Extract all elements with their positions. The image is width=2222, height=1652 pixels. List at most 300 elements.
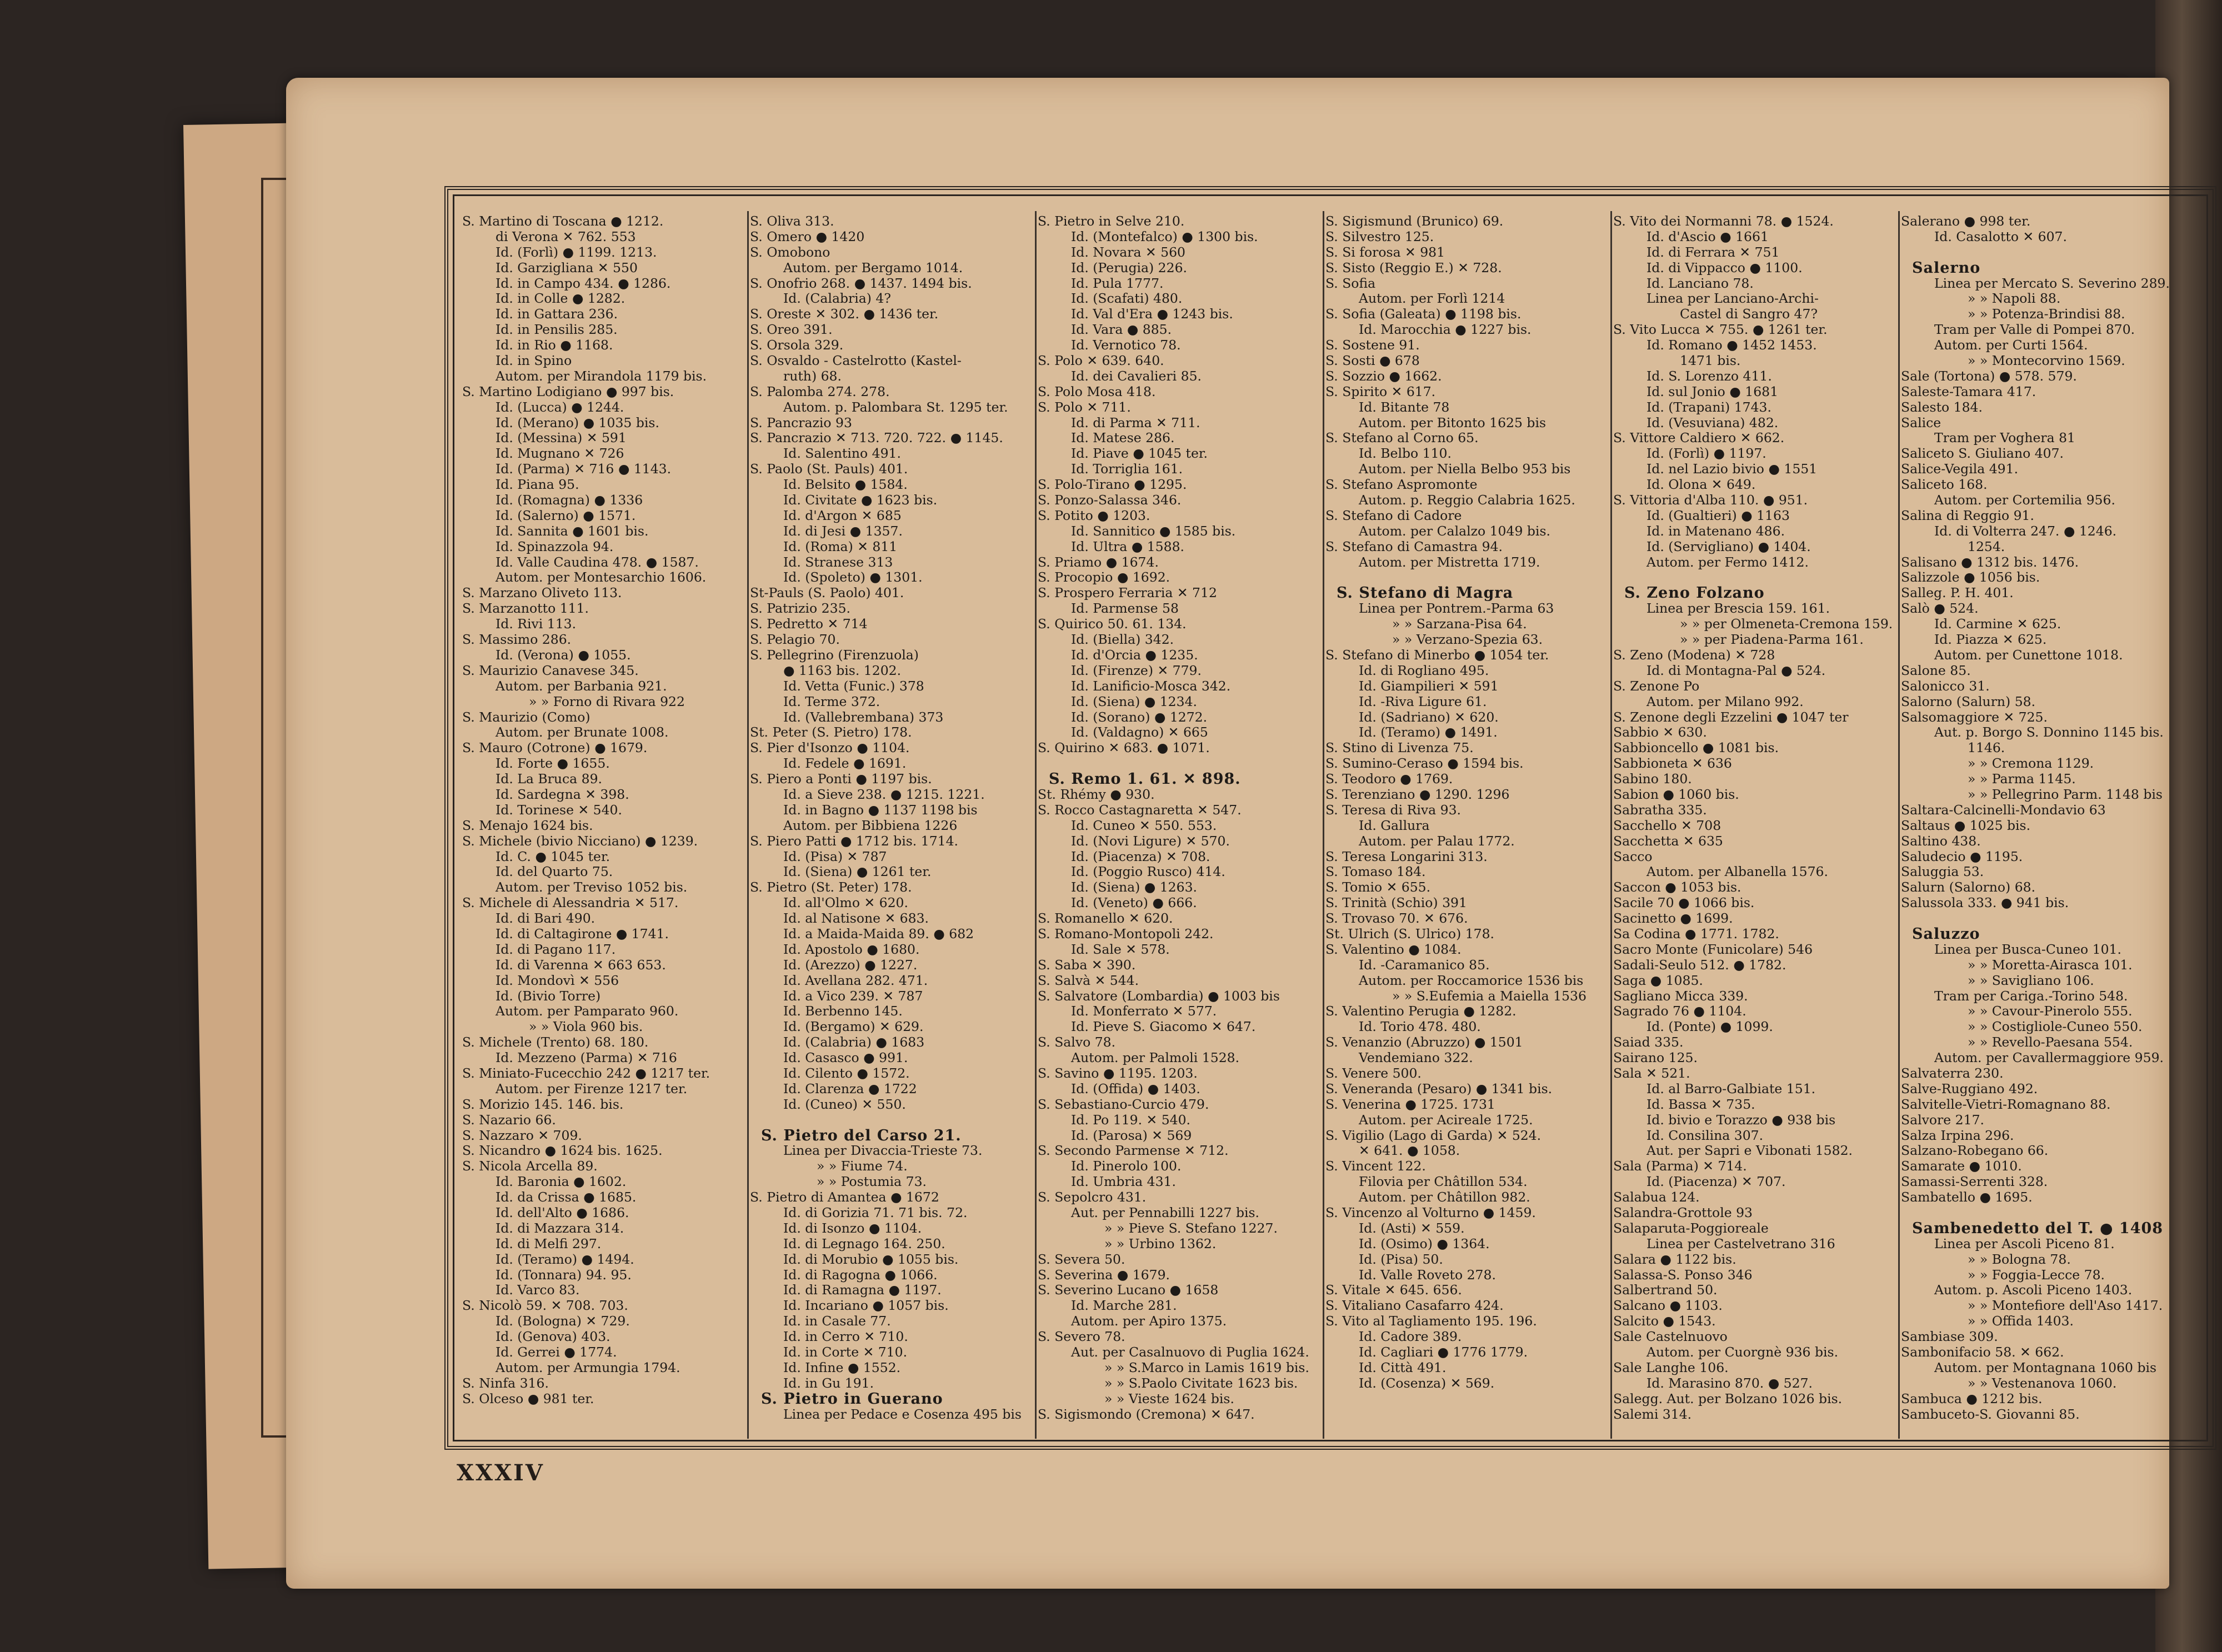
index-entry: Id. (Cuneo) ✕ 550. — [783, 1096, 906, 1112]
index-entry: S. Sozzio ● 1662. — [1325, 368, 1442, 384]
index-entry: Id. da Crissa ● 1685. — [496, 1189, 637, 1205]
index-entry: Id. (Biella) 342. — [1071, 632, 1174, 648]
index-entry: S. Ninfa 316. — [462, 1375, 549, 1391]
index-entry: St. Peter (S. Pietro) 178. — [750, 724, 912, 740]
index-entry: Id. (Trapani) 1743. — [1647, 399, 1771, 415]
index-entry: Id. di Ramagna ● 1197. — [783, 1282, 942, 1298]
index-entry: Id. di Volterra 247. ● 1246. — [1934, 523, 2117, 539]
index-entry: Saga ● 1085. — [1613, 972, 1703, 988]
index-entry: Id. Berbenno 145. — [783, 1003, 903, 1019]
index-entry: Salesto 184. — [1901, 399, 1983, 415]
index-entry: ruth) 68. — [783, 368, 842, 384]
index-entry: Id. Val d'Era ● 1243 bis. — [1071, 306, 1233, 322]
index-entry: S. Veneranda (Pesaro) ● 1341 bis. — [1325, 1080, 1553, 1097]
index-entry: Salabua 124. — [1613, 1189, 1700, 1205]
index-entry: Id. Cuneo ✕ 550. 553. — [1071, 817, 1217, 833]
index-entry: Id. Valle Caudina 478. ● 1587. — [496, 554, 699, 570]
index-entry: S. Vincent 122. — [1325, 1158, 1426, 1174]
index-entry: S. Pancrazio 93 — [750, 414, 852, 430]
index-entry: Sabratha 335. — [1613, 802, 1707, 818]
index-entry: Autom. per Brunate 1008. — [496, 724, 669, 740]
index-entry: » » Potenza-Brindisi 88. — [1968, 306, 2125, 322]
index-entry: Autom. per Niella Belbo 953 bis — [1359, 461, 1571, 477]
index-entry: S. Michele di Alessandria ✕ 517. — [462, 895, 679, 911]
index-entry: Sambiase 309. — [1901, 1329, 1998, 1345]
index-entry: S. Maurizio (Como) — [462, 709, 590, 725]
index-entry: S. Onofrio 268. ● 1437. 1494 bis. — [750, 275, 972, 291]
index-entry: Salemi 314. — [1613, 1406, 1692, 1422]
index-entry: St. Ulrich (S. Ulrico) 178. — [1325, 925, 1495, 942]
index-entry: Autom. p. Reggio Calabria 1625. — [1359, 492, 1575, 508]
index-entry: Id. di Gorizia 71. 71 bis. 72. — [783, 1205, 968, 1220]
index-entry: S. Vito dei Normanni 78. ● 1524. — [1613, 214, 1834, 229]
index-entry: S. Sofia (Galeata) ● 1198 bis. — [1325, 306, 1522, 322]
index-entry: Id. in Gattara 236. — [496, 306, 618, 322]
index-entry: Saludecio ● 1195. — [1901, 848, 2023, 864]
index-entry: Salerano ● 998 ter. — [1901, 214, 2031, 229]
index-entry: S. Remo 1. 61. ✕ 898. — [1049, 770, 1241, 788]
index-entry: Saltino 438. — [1901, 833, 1981, 849]
index-entry: » » Bologna 78. — [1968, 1251, 2071, 1267]
index-entry: 1146. — [1968, 740, 2005, 756]
index-entry: Autom. per Bergamo 1014. — [783, 259, 963, 276]
index-entry: Id. di Caltagirone ● 1741. — [496, 925, 669, 942]
index-entry: Id. (Ponte) ● 1099. — [1647, 1019, 1773, 1035]
index-entry: Id. Carmine ✕ 625. — [1934, 616, 2061, 632]
index-entry: Id. in Casale 77. — [783, 1313, 891, 1329]
index-entry: S. Severo 78. — [1038, 1329, 1125, 1345]
index-entry: Id. Torio 478. 480. — [1359, 1019, 1481, 1035]
index-entry: Autom. per Mistretta 1719. — [1359, 554, 1540, 570]
index-entry: Id. in Pensilis 285. — [496, 322, 618, 338]
index-entry: Id. Rivi 113. — [496, 616, 577, 632]
index-entry: Id. d'Orcia ● 1235. — [1071, 647, 1198, 663]
index-entry: Id. (Verona) ● 1055. — [496, 647, 631, 663]
index-entry: S. Vittore Caldiero ✕ 662. — [1613, 430, 1785, 446]
index-entry: Id. (Pisa) ✕ 787 — [783, 848, 887, 864]
index-entry: S. Piero a Ponti ● 1197 bis. — [750, 771, 932, 787]
index-entry: Autom. per Calalzo 1049 bis. — [1359, 523, 1550, 539]
index-entry: Sambatello ● 1695. — [1901, 1189, 2033, 1205]
index-entry: Linea per Ascoli Piceno 81. — [1934, 1235, 2115, 1251]
index-entry: Vendemiano 322. — [1359, 1050, 1473, 1066]
index-entry: S. Tomaso 184. — [1325, 864, 1426, 880]
index-entry: Id. (Perugia) 226. — [1071, 259, 1187, 276]
index-entry — [1901, 1205, 2187, 1221]
index-entry: Id. Gallura — [1359, 817, 1430, 833]
index-entry: Id. Città 491. — [1359, 1359, 1447, 1375]
index-entry: Salcito ● 1543. — [1613, 1313, 1716, 1329]
index-entry: » » Cremona 1129. — [1968, 755, 2094, 772]
index-entry: » » Montecorvino 1569. — [1968, 353, 2125, 369]
index-entry: Id. Cadore 389. — [1359, 1329, 1462, 1345]
index-entry: S. Savino ● 1195. 1203. — [1038, 1065, 1198, 1081]
index-entry: Id. Vernotico 78. — [1071, 337, 1181, 353]
index-entry: Id. Umbria 431. — [1071, 1174, 1176, 1190]
index-entry: Id. dei Cavalieri 85. — [1071, 368, 1202, 384]
index-entry: Saluggia 53. — [1901, 864, 1984, 880]
index-entry: » » Vieste 1624 bis. — [1104, 1390, 1234, 1406]
index-entry: S. Zeno (Modena) ✕ 728 — [1613, 647, 1775, 663]
index-entry: Samarate ● 1010. — [1901, 1158, 2022, 1174]
index-entry: Id. (Bivio Torre) — [496, 988, 601, 1004]
index-entry: S. Quirico 50. 61. 134. — [1038, 616, 1187, 632]
index-entry: S. Priamo ● 1674. — [1038, 554, 1159, 570]
column-divider — [747, 211, 749, 1439]
index-entry: Saleste-Tamara 417. — [1901, 383, 2036, 399]
index-entry: Salurn (Salorno) 68. — [1901, 879, 2036, 895]
index-entry: Autom. per Fermo 1412. — [1647, 554, 1809, 570]
index-entry: Id. (Teramo) ● 1491. — [1359, 724, 1498, 740]
index-entry: Autom. per Acireale 1725. — [1359, 1112, 1533, 1128]
index-entry: S. Si forosa ✕ 981 — [1325, 244, 1445, 260]
index-entry: Autom. p. Palombara St. 1295 ter. — [783, 399, 1008, 415]
index-entry: Id. d'Argon ✕ 685 — [783, 507, 902, 523]
index-entry: » » Montefiore dell'Aso 1417. — [1968, 1298, 2163, 1314]
index-entry: Sabion ● 1060 bis. — [1613, 786, 1739, 802]
index-entry: Sadali-Seulo 512. ● 1782. — [1613, 957, 1786, 973]
index-column-3 — [1038, 214, 1324, 1436]
index-entry: Autom. per Roccamorice 1536 bis — [1359, 972, 1584, 988]
index-entry: Id. Casasco ● 991. — [783, 1050, 908, 1066]
index-entry: Id. Vetta (Funic.) 378 — [783, 678, 924, 694]
index-entry: Id. di Melfi 297. — [496, 1235, 602, 1251]
column-divider — [1323, 211, 1324, 1439]
index-entry: Salleg. P. H. 401. — [1901, 585, 2014, 601]
index-entry: Id. (Lucca) ● 1244. — [496, 399, 624, 415]
index-entry: Id. (Siena) ● 1263. — [1071, 879, 1197, 895]
index-entry: Salvitelle-Vietri-Romagnano 88. — [1901, 1096, 2111, 1112]
index-entry: Id. (Piacenza) ✕ 708. — [1071, 848, 1210, 864]
index-entry: S. Vitaliano Casafarro 424. — [1325, 1298, 1504, 1314]
index-entry: Id. Infine ● 1552. — [783, 1359, 901, 1375]
index-entry: » » Postumia 73. — [817, 1174, 927, 1190]
index-entry: Id. Cagliari ● 1776 1779. — [1359, 1344, 1528, 1360]
index-entry: S. Venanzio (Abruzzo) ● 1501 — [1325, 1034, 1523, 1050]
index-entry: Id. (Sadriano) ✕ 620. — [1359, 709, 1499, 725]
index-entry: S. Teresa di Riva 93. — [1325, 802, 1462, 818]
index-entry: Id. La Bruca 89. — [496, 771, 603, 787]
index-entry: Autom. per Bitonto 1625 bis — [1359, 414, 1547, 430]
index-entry: S. Omero ● 1420 — [750, 228, 865, 244]
index-entry: Filovia per Châtillon 534. — [1359, 1174, 1528, 1190]
index-entry: Id. Varco 83. — [496, 1282, 580, 1298]
index-entry: S. Silvestro 125. — [1325, 228, 1434, 244]
index-entry: » » Verzano-Spezia 63. — [1392, 632, 1543, 648]
index-entry: Id. Sale ✕ 578. — [1071, 941, 1170, 957]
index-entry: Id. sul Jonio ● 1681 — [1647, 383, 1779, 399]
index-entry: » » Revello-Paesana 554. — [1968, 1034, 2133, 1050]
index-entry: Id. Pinerolo 100. — [1071, 1158, 1182, 1174]
index-entry: S. Stefano Aspromonte — [1325, 477, 1478, 493]
index-entry: Id. Ultra ● 1588. — [1071, 538, 1184, 554]
index-entry: Id. Pieve S. Giacomo ✕ 647. — [1071, 1019, 1256, 1035]
index-entry: Autom. per Albanella 1576. — [1647, 864, 1828, 880]
index-entry: Id. Piazza ✕ 625. — [1934, 632, 2047, 648]
index-entry: Id. Salentino 491. — [783, 445, 901, 462]
index-entry: S. Nicola Arcella 89. — [462, 1158, 598, 1174]
index-entry: Sambenedetto del T. ● 1408 — [1912, 1219, 2164, 1237]
index-entry: Salizzole ● 1056 bis. — [1901, 569, 2040, 585]
index-entry: S. Pancrazio ✕ 713. 720. 722. ● 1145. — [750, 430, 1003, 446]
index-entry: Id. (Scafati) 480. — [1071, 291, 1183, 307]
index-entry: S. Polo-Tirano ● 1295. — [1038, 477, 1187, 493]
index-entry: Sagliano Micca 339. — [1613, 988, 1748, 1004]
index-entry: Salò ● 524. — [1901, 600, 1979, 617]
index-entry: Sagrado 76 ● 1104. — [1613, 1003, 1746, 1019]
index-entry: Id. (Forlì) ● 1199. 1213. — [496, 244, 657, 260]
index-entry: Id. Avellana 282. 471. — [783, 972, 928, 988]
index-entry: Id. (Vesuviana) 482. — [1647, 414, 1779, 430]
index-entry: S. Pellegrino (Firenzuola) — [750, 647, 919, 663]
index-entry: Id. -Riva Ligure 61. — [1359, 693, 1487, 709]
index-entry: Saliceto S. Giuliano 407. — [1901, 445, 2064, 462]
index-entry: S. Zenone Po — [1613, 678, 1700, 694]
index-entry: Id. Incariano ● 1057 bis. — [783, 1298, 949, 1314]
index-entry: Id. Sardegna ✕ 398. — [496, 786, 629, 802]
index-entry: Id. Po 119. ✕ 540. — [1071, 1112, 1191, 1128]
index-entry: S. Palomba 274. 278. — [750, 383, 890, 399]
index-entry: S. Severina ● 1679. — [1038, 1266, 1170, 1283]
index-entry: Id. (Calabria) ● 1683 — [783, 1034, 925, 1050]
index-entry: Id. Cilento ● 1572. — [783, 1065, 910, 1081]
index-entry: S. Sosti ● 678 — [1325, 353, 1420, 369]
index-entry: Id. (Roma) ✕ 811 — [783, 538, 898, 554]
index-entry: » » Pellegrino Parm. 1148 bis — [1968, 786, 2163, 802]
index-entry: Id. Parmense 58 — [1071, 600, 1179, 617]
index-entry: Id. Olona ✕ 649. — [1647, 477, 1756, 493]
index-entry: Id. (Calabria) 4? — [783, 291, 891, 307]
index-entry: » » per Olmeneta-Cremona 159. — [1680, 616, 1893, 632]
index-entry: Id. -Caramanico 85. — [1359, 957, 1490, 973]
index-entry: Salone 85. — [1901, 662, 1971, 678]
index-entry: S. Trovaso 70. ✕ 676. — [1325, 910, 1468, 927]
index-entry: Id. bivio e Torazzo ● 938 bis — [1647, 1112, 1836, 1128]
index-entry: Salvaterra 230. — [1901, 1065, 2004, 1081]
page-number: XXXIV — [457, 1460, 544, 1486]
index-entry: Id. a Sieve 238. ● 1215. 1221. — [783, 786, 985, 802]
index-entry: Linea per Mercato S. Severino 289. — [1934, 275, 2170, 291]
index-entry: Id. di Legnago 164. 250. — [783, 1235, 945, 1251]
index-entry: Sambonifacio 58. ✕ 662. — [1901, 1344, 2064, 1360]
index-entry: Sairano 125. — [1613, 1050, 1698, 1066]
index-entry: S. Valentino Perugia ● 1282. — [1325, 1003, 1517, 1019]
index-entry: S. Morizio 145. 146. bis. — [462, 1096, 624, 1112]
index-entry: » » Fiume 74. — [817, 1158, 908, 1174]
index-entry: » » per Piadena-Parma 161. — [1680, 632, 1864, 648]
index-entry: S. Maurizio Canavese 345. — [462, 662, 639, 678]
index-entry: Id. di Montagna-Pal ● 524. — [1647, 662, 1826, 678]
index-entry: Id. di Vippacco ● 1100. — [1647, 259, 1803, 276]
index-entry: Id. Monferrato ✕ 577. — [1071, 1003, 1217, 1019]
index-entry: Id. Mondovì ✕ 556 — [496, 972, 619, 988]
index-entry: Id. (Bologna) ✕ 729. — [496, 1313, 630, 1329]
index-entry: Id. Sannitico ● 1585 bis. — [1071, 523, 1236, 539]
index-entry: Id. Garzigliana ✕ 550 — [496, 259, 638, 276]
index-entry: Id. al Barro-Galbiate 151. — [1647, 1080, 1816, 1097]
index-entry: S. Polo Mosa 418. — [1038, 383, 1156, 399]
index-entry: Sacro Monte (Funicolare) 546 — [1613, 941, 1813, 957]
index-entry: Saltara-Calcinelli-Mondavio 63 — [1901, 802, 2106, 818]
index-entry: S. Quirino ✕ 683. ● 1071. — [1038, 740, 1210, 756]
index-entry: Autom. per Cuorgnè 936 bis. — [1647, 1344, 1839, 1360]
index-entry: S. Marzanotto 111. — [462, 600, 589, 617]
index-entry: Sala (Parma) ✕ 714. — [1613, 1158, 1747, 1174]
index-entry: Saluzzo — [1912, 925, 1980, 943]
index-entry: Id. dell'Alto ● 1686. — [496, 1205, 629, 1220]
index-entry: Salara ● 1122 bis. — [1613, 1251, 1736, 1267]
column-divider — [1898, 211, 1900, 1439]
index-entry: Saliceto 168. — [1901, 477, 1988, 493]
index-entry: » » Savigliano 106. — [1968, 972, 2094, 988]
index-column-1 — [462, 214, 748, 1436]
index-entry: Id. (Vallebrembana) 373 — [783, 709, 944, 725]
index-entry: » » Parma 1145. — [1968, 771, 2076, 787]
index-entry: Aut. per Casalnuovo di Puglia 1624. — [1071, 1344, 1309, 1360]
index-entry: Autom. per Treviso 1052 bis. — [496, 879, 688, 895]
index-entry: Id. di Pagano 117. — [496, 941, 616, 957]
index-entry: S. Terenziano ● 1290. 1296 — [1325, 786, 1510, 802]
index-column-5 — [1613, 214, 1899, 1436]
index-entry: Id. a Vico 239. ✕ 787 — [783, 988, 923, 1004]
index-entry: S. Martino di Toscana ● 1212. — [462, 214, 664, 229]
index-entry: Autom. per Cortemilia 956. — [1934, 492, 2115, 508]
index-entry: Id. Novara ✕ 560 — [1071, 244, 1185, 260]
index-entry: S. Valentino ● 1084. — [1325, 941, 1462, 957]
index-entry: S. Pietro in Guerano — [761, 1390, 943, 1408]
index-entry: Id. Fedele ● 1691. — [783, 755, 907, 772]
index-entry: Id. (Cosenza) ✕ 569. — [1359, 1375, 1495, 1391]
index-entry: Id. (Siena) ● 1261 ter. — [783, 864, 932, 880]
index-entry: Id. Valle Roveto 278. — [1359, 1266, 1496, 1283]
index-entry: Id. Apostolo ● 1680. — [783, 941, 920, 957]
index-entry: S. Piero Patti ● 1712 bis. 1714. — [750, 833, 959, 849]
index-entry: Sabino 180. — [1613, 771, 1692, 787]
index-entry: Sabbioneta ✕ 636 — [1613, 755, 1732, 772]
index-entry: S. Secondo Parmense ✕ 712. — [1038, 1143, 1229, 1159]
index-entry: S. Oreo 391. — [750, 322, 833, 338]
index-entry: Id. in Bagno ● 1137 1198 bis — [783, 802, 978, 818]
index-entry: Salzano-Robegano 66. — [1901, 1143, 2049, 1159]
index-entry: St-Pauls (S. Paolo) 401. — [750, 585, 904, 601]
index-entry: Id. al Natisone ✕ 683. — [783, 910, 929, 927]
index-entry: Id. all'Olmo ✕ 620. — [783, 895, 908, 911]
index-entry: Id. (Asti) ✕ 559. — [1359, 1220, 1465, 1236]
index-entry: Id. Lanificio-Mosca 342. — [1071, 678, 1231, 694]
index-entry — [1325, 570, 1612, 585]
index-entry: Autom. per Cavallermaggiore 959. — [1934, 1050, 2164, 1066]
index-entry: Id. nel Lazio bivio ● 1551 — [1647, 461, 1818, 477]
index-entry: Id. (Osimo) ● 1364. — [1359, 1235, 1490, 1251]
index-entry: S. Omobono — [750, 244, 830, 260]
index-entry: Id. (Spoleto) ● 1301. — [783, 569, 923, 585]
index-entry: Id. Piana 95. — [496, 477, 579, 493]
index-entry: Id. del Quarto 75. — [496, 864, 613, 880]
index-entry: Id. Marasino 870. ● 527. — [1647, 1375, 1813, 1391]
index-entry: S. Pietro del Carso 21. — [761, 1127, 962, 1144]
index-entry: S. Romano-Montopoli 242. — [1038, 925, 1214, 942]
index-entry: S. Severa 50. — [1038, 1251, 1125, 1267]
index-entry: Id. Baronia ● 1602. — [496, 1174, 627, 1190]
index-entry: Id. di Ragogna ● 1066. — [783, 1266, 938, 1283]
index-entry: S. Zenone degli Ezzelini ● 1047 ter — [1613, 709, 1849, 725]
index-entry — [1613, 570, 1899, 585]
index-entry: Id. Piave ● 1045 ter. — [1071, 445, 1208, 462]
index-entry: S. Nazario 66. — [462, 1112, 556, 1128]
index-entry: Autom. per Bibbiena 1226 — [783, 817, 958, 833]
index-entry: » » Costigliole-Cuneo 550. — [1968, 1019, 2143, 1035]
index-entry: Id. Belbo 110. — [1359, 445, 1452, 462]
index-entry: Salve-Ruggiano 492. — [1901, 1080, 2038, 1097]
index-entry: S. Vito al Tagliamento 195. 196. — [1325, 1313, 1537, 1329]
index-entry: » » Moretta-Airasca 101. — [1968, 957, 2133, 973]
index-entry: Autom. per Montesarchio 1606. — [496, 569, 707, 585]
index-entry: Autom. per Firenze 1217 ter. — [496, 1080, 688, 1097]
index-entry: Id. Torriglia 161. — [1071, 461, 1183, 477]
index-entry: Id. di Parma ✕ 711. — [1071, 414, 1200, 430]
index-entry: Salcano ● 1103. — [1613, 1298, 1723, 1314]
index-entry: Salice — [1901, 414, 1941, 430]
index-entry: Id. Belsito ● 1584. — [783, 477, 908, 493]
index-entry: S. Nicandro ● 1624 bis. 1625. — [462, 1143, 663, 1159]
index-entry: Sale Castelnuovo — [1613, 1329, 1728, 1345]
index-entry: S. Stefano di Camastra 94. — [1325, 538, 1503, 554]
index-entry: S. Mauro (Cotrone) ● 1679. — [462, 740, 648, 756]
index-entry: S. Stefano al Corno 65. — [1325, 430, 1479, 446]
index-entry: Tram per Valle di Pompei 870. — [1934, 322, 2135, 338]
index-entry: S. Spirito ✕ 617. — [1325, 383, 1436, 399]
index-entry: S. Sisto (Reggio E.) ✕ 728. — [1325, 259, 1502, 276]
index-entry: Id. Marche 281. — [1071, 1298, 1177, 1314]
index-entry: S. Miniato-Fucecchio 242 ● 1217 ter. — [462, 1065, 710, 1081]
index-entry: S. Sepolcro 431. — [1038, 1189, 1147, 1205]
index-entry: Id. di Morubio ● 1055 bis. — [783, 1251, 959, 1267]
index-entry: » » S.Marco in Lamis 1619 bis. — [1104, 1359, 1309, 1375]
index-entry: Salussola 333. ● 941 bis. — [1901, 895, 2069, 911]
index-entry: S. Rocco Castagnaretta ✕ 547. — [1038, 802, 1242, 818]
index-entry: Autom. p. Ascoli Piceno 1403. — [1934, 1282, 2133, 1298]
index-entry: S. Vittoria d'Alba 110. ● 951. — [1613, 492, 1808, 508]
index-entry — [1901, 245, 2187, 261]
index-entry: Autom. per Cunettone 1018. — [1934, 647, 2123, 663]
index-entry: Id. in Spino — [496, 353, 572, 369]
index-entry: ✕ 641. ● 1058. — [1359, 1143, 1460, 1159]
index-entry: 1471 bis. — [1680, 353, 1741, 369]
index-entry: Id. Giampilieri ✕ 591 — [1359, 678, 1499, 694]
index-entry: Id. (Montefalco) ● 1300 bis. — [1071, 228, 1258, 244]
index-entry: S. Prospero Ferraria ✕ 712 — [1038, 585, 1217, 601]
index-entry: S. Pietro di Amantea ● 1672 — [750, 1189, 939, 1205]
index-entry: Salsomaggiore ✕ 725. — [1901, 709, 2048, 725]
index-entry: S. Pelagio 70. — [750, 632, 840, 648]
index-entry: S. Nicolò 59. ✕ 708. 703. — [462, 1298, 628, 1314]
index-entry: Linea per Divaccia-Trieste 73. — [783, 1143, 983, 1159]
index-entry: Salbertrand 50. — [1613, 1282, 1718, 1298]
index-entry: Salorno (Salurn) 58. — [1901, 693, 2036, 709]
index-entry: Sambuca ● 1212 bis. — [1901, 1390, 2043, 1406]
index-entry: Id. (Servigliano) ● 1404. — [1647, 538, 1811, 554]
index-entry: Salassa-S. Ponso 346 — [1613, 1266, 1753, 1283]
index-entry: S. Patrizio 235. — [750, 600, 851, 617]
index-entry: Id. Bitante 78 — [1359, 399, 1450, 415]
index-entry: Id. di Mazzara 314. — [496, 1220, 624, 1236]
index-entry: Id. in Rio ● 1168. — [496, 337, 613, 353]
index-entry: Id. in Matenano 486. — [1647, 523, 1785, 539]
index-column-6 — [1901, 214, 2187, 1436]
index-entry: » » Urbino 1362. — [1104, 1235, 1217, 1251]
index-entry: Sabbioncello ● 1081 bis. — [1613, 740, 1779, 756]
index-entry: » » Offida 1403. — [1968, 1313, 2074, 1329]
